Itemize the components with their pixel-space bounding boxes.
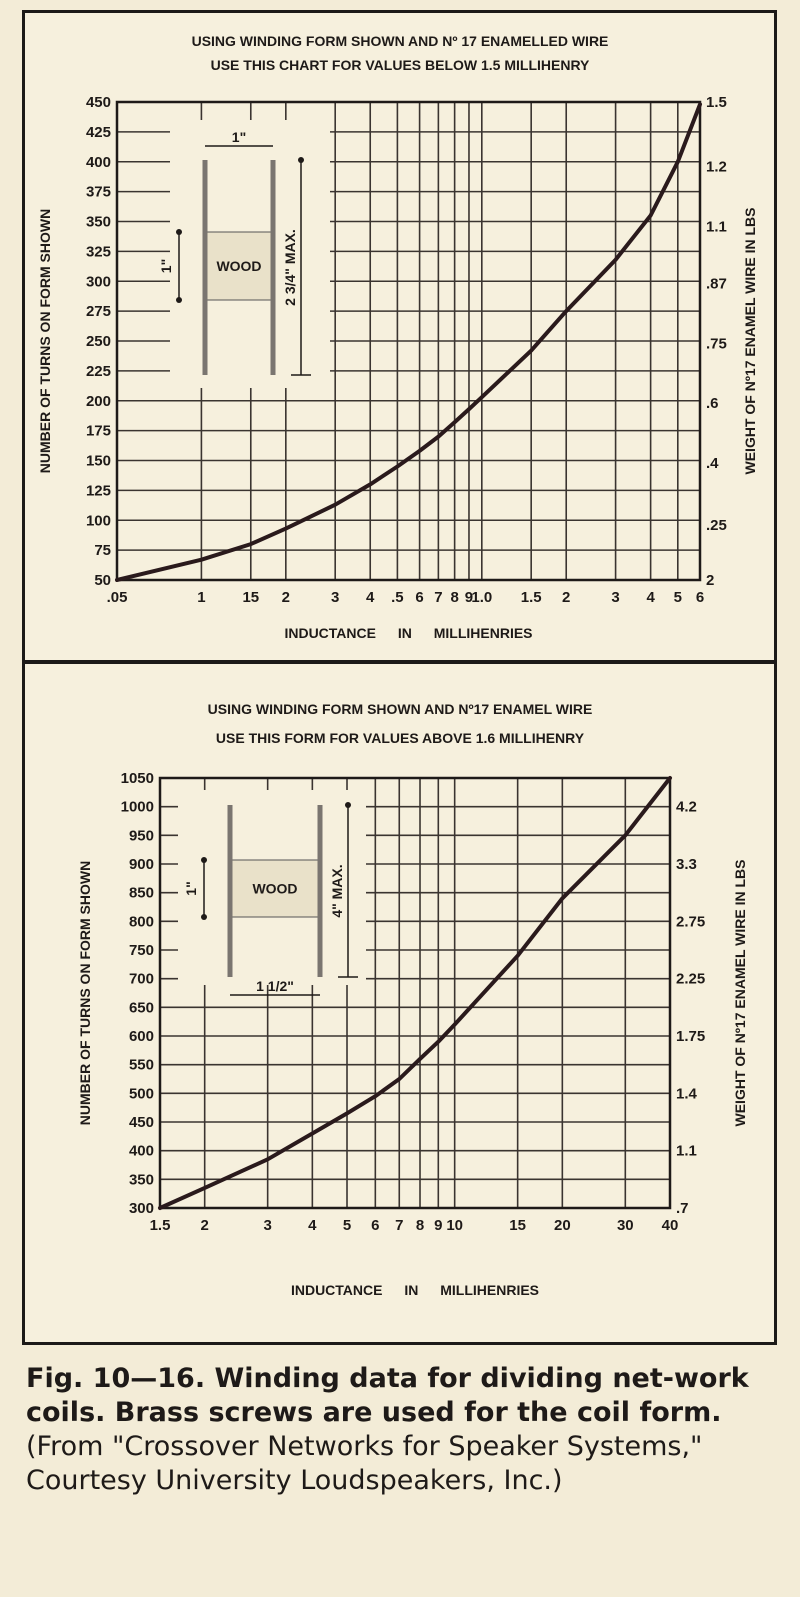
x-axis-label: INDUCTANCE IN MILLIHENRIES	[290, 1282, 540, 1298]
y-tick-label: 450	[85, 94, 111, 111]
width-dimension-label: 1"	[231, 129, 247, 145]
y2-tick-label: .75	[706, 335, 727, 353]
x-tick-label: 3	[611, 589, 620, 606]
y-tick-label: 950	[128, 827, 154, 845]
curve-point	[438, 436, 440, 438]
width-dimension-label: 1 1/2"	[256, 978, 294, 994]
x-tick-label: 6	[415, 589, 424, 606]
curve-point	[438, 1041, 440, 1043]
x-tick-label: .05	[106, 589, 128, 606]
x-tick-label: 3	[263, 1217, 272, 1234]
figure-caption	[26, 1362, 776, 1498]
x-tick-label: 8	[450, 589, 459, 606]
x-tick-label: 5	[673, 589, 682, 606]
core-dimension-top-dot	[201, 857, 207, 863]
x-tick-label: 20	[553, 1217, 571, 1234]
curve-point	[398, 1078, 400, 1080]
x-tick-label: .5	[391, 589, 404, 606]
x-tick-label: 4	[308, 1217, 317, 1234]
y2-tick-label: 1.2	[706, 158, 727, 176]
curve-point	[677, 161, 679, 163]
y2-tick-label: 1.5	[706, 94, 727, 111]
curve-point	[419, 450, 421, 452]
y-tick-label: 75	[94, 542, 111, 560]
x-tick-label: 1.5	[520, 589, 542, 606]
y-axis-label: NUMBER OF TURNS ON FORM SHOWN	[37, 208, 53, 474]
chart-title-line-1: USING WINDING FORM SHOWN AND Nº17 ENAMEL WIRE	[207, 701, 593, 717]
curve-point	[517, 955, 519, 957]
x-tick-label: 4	[366, 589, 375, 606]
curve-point	[669, 777, 671, 779]
curve-point	[481, 396, 483, 398]
y-tick-label: 250	[85, 333, 111, 350]
y2-tick-label: 1.1	[676, 1142, 697, 1160]
y-tick-label: 700	[128, 970, 154, 988]
core-dimension-label: 1"	[183, 881, 199, 896]
y-tick-label: 150	[85, 452, 111, 470]
curve-point	[454, 1024, 456, 1026]
curve-point	[625, 835, 627, 837]
curve-point	[116, 579, 118, 581]
curve-point	[159, 1207, 161, 1209]
curve-point	[562, 898, 564, 900]
curve-point	[375, 1095, 377, 1097]
y-tick-label: 1000	[120, 798, 154, 816]
x-tick-label: 1.0	[471, 589, 493, 606]
y-tick-label: 325	[85, 243, 111, 261]
curve-point	[530, 350, 532, 352]
y2-tick-label: .7	[676, 1200, 689, 1217]
y-tick-label: 1050	[120, 770, 154, 787]
curve-point	[250, 543, 252, 545]
curve-point	[201, 559, 203, 561]
height-dimension-label: 2 3/4" MAX.	[282, 229, 298, 306]
core-dimension-bottom-dot	[176, 297, 182, 303]
y-tick-label: 350	[128, 1171, 154, 1189]
y-tick-label: 125	[85, 482, 111, 500]
y-tick-label: 375	[85, 183, 111, 201]
curve-point	[468, 408, 470, 410]
x-tick-label: 9	[434, 1217, 443, 1234]
y2-tick-label: 4.2	[676, 798, 697, 816]
y-tick-label: 400	[128, 1142, 154, 1160]
height-dimension-top-dot	[298, 157, 304, 163]
curve-point	[699, 104, 701, 106]
curve-point	[565, 310, 567, 312]
y2-tick-label: .4	[706, 454, 719, 472]
y2-tick-label: 1.75	[676, 1028, 706, 1045]
y-tick-label: 425	[85, 123, 111, 141]
y2-tick-label: .6	[706, 395, 719, 413]
y2-tick-label: 1.1	[706, 218, 727, 236]
y2-tick-label: 3.3	[676, 856, 697, 873]
x-tick-label: 1.5	[149, 1217, 171, 1234]
core-dimension-top-dot	[176, 229, 182, 235]
curve-point	[454, 421, 456, 423]
y-tick-label: 550	[128, 1056, 154, 1074]
curve-point	[312, 1133, 314, 1135]
curve-point	[204, 1187, 206, 1189]
y2-axis-label: WEIGHT OF Nº17 ENAMEL WIRE IN LBS	[742, 207, 758, 475]
y-tick-label: 400	[85, 153, 111, 171]
curve-point	[285, 528, 287, 530]
x-tick-label: 7	[395, 1217, 404, 1234]
y-tick-label: 300	[85, 273, 111, 291]
x-tick-label: 8	[415, 1217, 425, 1234]
y-tick-label: 200	[85, 392, 111, 410]
y-tick-label: 300	[128, 1200, 154, 1217]
x-tick-label: 6	[695, 589, 705, 606]
x-tick-label: 4	[646, 589, 655, 606]
x-tick-label: 10	[446, 1217, 464, 1234]
curve-point	[267, 1158, 269, 1160]
y2-axis-label: WEIGHT OF Nº17 ENAMEL WIRE IN LBS	[732, 859, 748, 1127]
y-tick-label: 175	[85, 422, 111, 440]
height-dimension-label: 4" MAX.	[329, 864, 345, 918]
chart-above-1-6-millihenry	[0, 665, 800, 1345]
curve-point	[334, 504, 336, 506]
y2-tick-label: 2.25	[676, 970, 706, 988]
y-tick-label: 225	[85, 362, 111, 380]
y-tick-label: 800	[128, 913, 154, 931]
x-tick-label: 15	[242, 589, 260, 606]
y2-tick-label: 1.4	[676, 1085, 697, 1103]
wood-label: WOOD	[216, 258, 262, 274]
y-tick-label: 750	[128, 942, 154, 959]
caption-bold-text: Fig. 10—16. Winding data for dividing net-work coils. Brass screws are used for the coil form.	[26, 1363, 749, 1428]
chart-title-line-2: USE THIS CHART FOR VALUES BELOW 1.5 MILLIHENRY	[210, 57, 590, 73]
curve-point	[397, 466, 399, 468]
curve-point	[419, 1058, 421, 1060]
x-tick-label: 9	[464, 589, 474, 606]
y2-tick-label: 2	[706, 572, 715, 589]
chart-title-line-2: USE THIS FORM FOR VALUES ABOVE 1.6 MILLIHENRY	[215, 730, 585, 746]
height-dimension-top-dot	[345, 802, 351, 808]
y2-tick-label: .87	[706, 275, 727, 293]
wood-label: WOOD	[252, 880, 298, 897]
curve-point	[369, 484, 371, 486]
x-tick-label: 5	[342, 1217, 352, 1234]
core-dimension-label: 1"	[158, 258, 174, 274]
x-tick-label: 15	[509, 1217, 526, 1234]
x-tick-label: 2	[200, 1217, 209, 1234]
y-tick-label: 850	[128, 884, 154, 902]
x-axis-label: INDUCTANCE IN MILLIHENRIES	[284, 625, 533, 641]
y-tick-label: 600	[128, 1028, 154, 1045]
x-tick-label: 30	[616, 1217, 634, 1234]
curve-point	[615, 259, 617, 261]
curve-point	[346, 1113, 348, 1115]
y-tick-label: 500	[128, 1085, 154, 1103]
core-dimension-bottom-dot	[201, 914, 207, 920]
y-tick-label: 100	[85, 512, 111, 530]
y-tick-label: 650	[128, 999, 154, 1017]
y-axis-label: NUMBER OF TURNS ON FORM SHOWN	[77, 860, 93, 1126]
curve-point	[650, 215, 652, 217]
y-tick-label: 50	[94, 572, 111, 589]
chart-below-1-5-millihenry	[0, 10, 800, 660]
x-tick-label: 2	[562, 589, 571, 606]
x-tick-label: 2	[281, 589, 290, 606]
y2-tick-label: 2.75	[676, 913, 706, 931]
caption-source-text: (From "Crossover Networks for Speaker Systems," Courtesy University Loudspeakers, Inc.)	[26, 1431, 703, 1496]
chart-title-line-1: USING WINDING FORM SHOWN AND Nº 17 ENAMELLED WIRE	[191, 33, 609, 49]
x-tick-label: 1	[197, 589, 206, 606]
y-tick-label: 350	[85, 213, 111, 231]
y2-tick-label: .25	[706, 517, 727, 535]
x-tick-label: 40	[661, 1217, 679, 1234]
y-tick-label: 450	[128, 1114, 154, 1131]
x-tick-label: 6	[371, 1217, 380, 1234]
y-tick-label: 275	[85, 303, 111, 321]
y-tick-label: 900	[128, 856, 154, 873]
x-tick-label: 3	[331, 589, 340, 606]
x-tick-label: 7	[434, 589, 443, 606]
chart-divider	[22, 660, 777, 664]
